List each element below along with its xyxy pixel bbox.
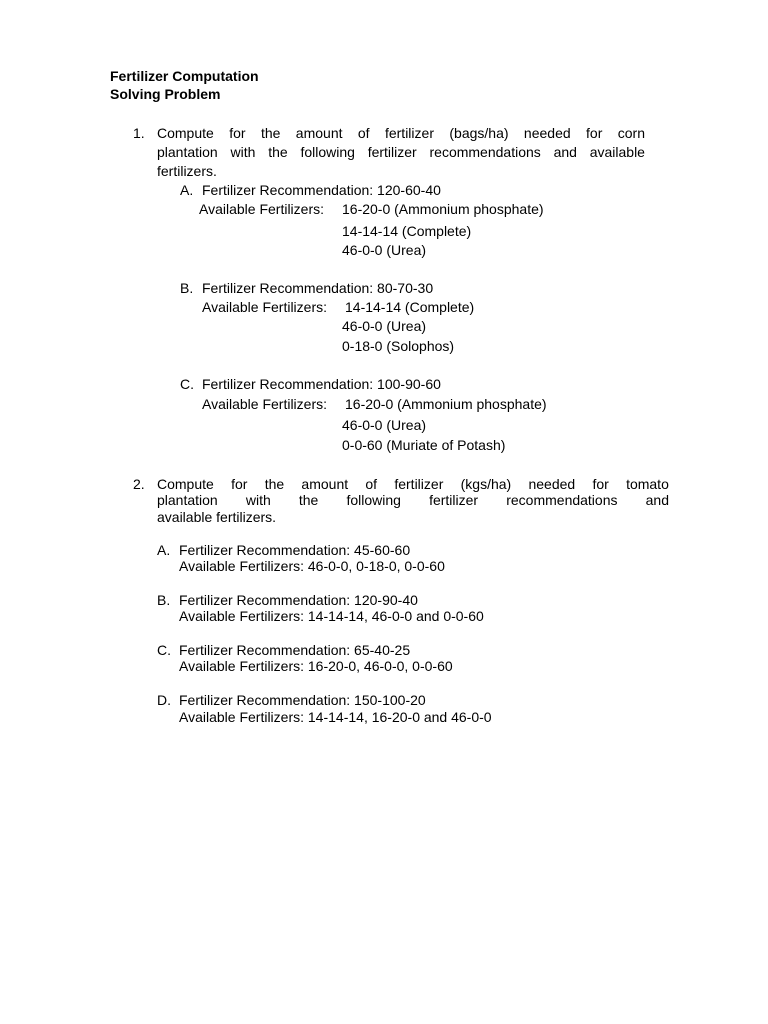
q1-c-available-label: Available Fertilizers: bbox=[202, 396, 328, 412]
q1-l1-w5: fertilizer bbox=[384, 125, 434, 141]
q1-number: 1. bbox=[133, 125, 145, 141]
q1-b-fertilizer-1: 14-14-14 (Complete) bbox=[345, 299, 475, 315]
q2-l1-w5: fertilizer bbox=[394, 476, 444, 492]
q1-l2-w6: and bbox=[553, 144, 577, 160]
q2-b-available: Available Fertilizers: 14-14-14, 46-0-0 and 0-0-60 bbox=[179, 608, 484, 624]
document-subtitle: Solving Problem bbox=[110, 86, 221, 102]
q1-l2-w5: recommendations bbox=[429, 144, 541, 160]
q1-l1-w9: corn bbox=[617, 125, 645, 141]
q2-l1-w8: for bbox=[592, 476, 609, 492]
q2-l1-w0: Compute bbox=[157, 476, 214, 492]
q2-l2-w0: plantation bbox=[157, 492, 218, 508]
q1-b-fertilizer-2: 46-0-0 (Urea) bbox=[342, 318, 427, 334]
q2-d-available: Available Fertilizers: 14-14-14, 16-20-0 and 46-0-0 bbox=[179, 709, 492, 725]
q2-l1-w3: amount bbox=[301, 476, 349, 492]
q1-l1-w6: (bags/ha) bbox=[449, 125, 509, 141]
q1-l1-w8: for bbox=[586, 125, 603, 141]
q1-l1-w2: the bbox=[260, 125, 281, 141]
q1-line-3: fertilizers. bbox=[157, 163, 217, 179]
q1-l1-w0: Compute bbox=[157, 125, 214, 141]
q2-l1-w1: for bbox=[231, 476, 248, 492]
q1-b-fertilizer-3: 0-18-0 (Solophos) bbox=[342, 338, 455, 354]
q1-a-recommendation: Fertilizer Recommendation: 120-60-40 bbox=[202, 182, 441, 198]
q1-b-letter: B. bbox=[180, 280, 194, 296]
q2-line-2 bbox=[157, 492, 669, 509]
document-title: Fertilizer Computation bbox=[110, 68, 259, 84]
q2-d-letter: D. bbox=[157, 692, 171, 708]
q2-l2-w1: with bbox=[245, 492, 271, 508]
q1-line-2 bbox=[157, 144, 645, 161]
q1-c-fertilizer-2: 46-0-0 (Urea) bbox=[342, 417, 427, 433]
q1-a-letter: A. bbox=[180, 182, 194, 198]
q1-a-available-label: Available Fertilizers: bbox=[199, 201, 325, 217]
q1-l2-w1: with bbox=[230, 144, 256, 160]
q1-line-1 bbox=[157, 125, 645, 142]
q1-a-fertilizer-2: 14-14-14 (Complete) bbox=[342, 223, 472, 239]
q1-a-fertilizer-1: 16-20-0 (Ammonium phosphate) bbox=[342, 201, 544, 217]
q1-l2-w0: plantation bbox=[157, 144, 218, 160]
q1-l1-w4: of bbox=[357, 125, 370, 141]
q1-l1-w1: for bbox=[229, 125, 246, 141]
q2-l2-w5: recommendations bbox=[506, 492, 618, 508]
q2-l2-w6: and bbox=[645, 492, 669, 508]
q2-l1-w4: of bbox=[365, 476, 378, 492]
q2-c-available: Available Fertilizers: 16-20-0, 46-0-0, 0-0-60 bbox=[179, 658, 453, 674]
q2-a-available: Available Fertilizers: 46-0-0, 0-18-0, 0-0-60 bbox=[179, 558, 445, 574]
q2-b-recommendation: Fertilizer Recommendation: 120-90-40 bbox=[179, 592, 418, 608]
q1-l2-w3: following bbox=[300, 144, 355, 160]
q1-c-fertilizer-1: 16-20-0 (Ammonium phosphate) bbox=[345, 396, 547, 412]
q1-l2-w4: fertilizer bbox=[367, 144, 417, 160]
q2-l2-w3: following bbox=[346, 492, 401, 508]
q2-l1-w6: (kgs/ha) bbox=[460, 476, 512, 492]
q2-a-recommendation: Fertilizer Recommendation: 45-60-60 bbox=[179, 542, 411, 558]
q2-l1-w9: tomato bbox=[626, 476, 669, 492]
q1-l2-w7: available bbox=[589, 144, 645, 160]
q2-l2-w4: fertilizer bbox=[429, 492, 479, 508]
q1-c-letter: C. bbox=[180, 376, 194, 392]
q2-c-recommendation: Fertilizer Recommendation: 65-40-25 bbox=[179, 642, 411, 658]
q2-line-3: available fertilizers. bbox=[157, 509, 277, 525]
q2-d-recommendation: Fertilizer Recommendation: 150-100-20 bbox=[179, 692, 426, 708]
q1-l1-w3: amount bbox=[295, 125, 343, 141]
q2-l1-w2: the bbox=[264, 476, 285, 492]
q2-a-letter: A. bbox=[157, 542, 171, 558]
q1-b-recommendation: Fertilizer Recommendation: 80-70-30 bbox=[202, 280, 434, 296]
q1-c-fertilizer-3: 0-0-60 (Muriate of Potash) bbox=[342, 437, 506, 453]
q1-l2-w2: the bbox=[268, 144, 288, 160]
q2-l2-w2: the bbox=[298, 492, 319, 508]
q1-c-recommendation: Fertilizer Recommendation: 100-90-60 bbox=[202, 376, 441, 392]
q2-c-letter: C. bbox=[157, 642, 171, 658]
q2-l1-w7: needed bbox=[528, 476, 576, 492]
q1-a-fertilizer-3: 46-0-0 (Urea) bbox=[342, 242, 427, 258]
q2-number: 2. bbox=[133, 476, 145, 492]
q1-l1-w7: needed bbox=[523, 125, 571, 141]
q1-b-available-label: Available Fertilizers: bbox=[202, 299, 328, 315]
q2-line-1 bbox=[157, 476, 669, 493]
q2-b-letter: B. bbox=[157, 592, 171, 608]
